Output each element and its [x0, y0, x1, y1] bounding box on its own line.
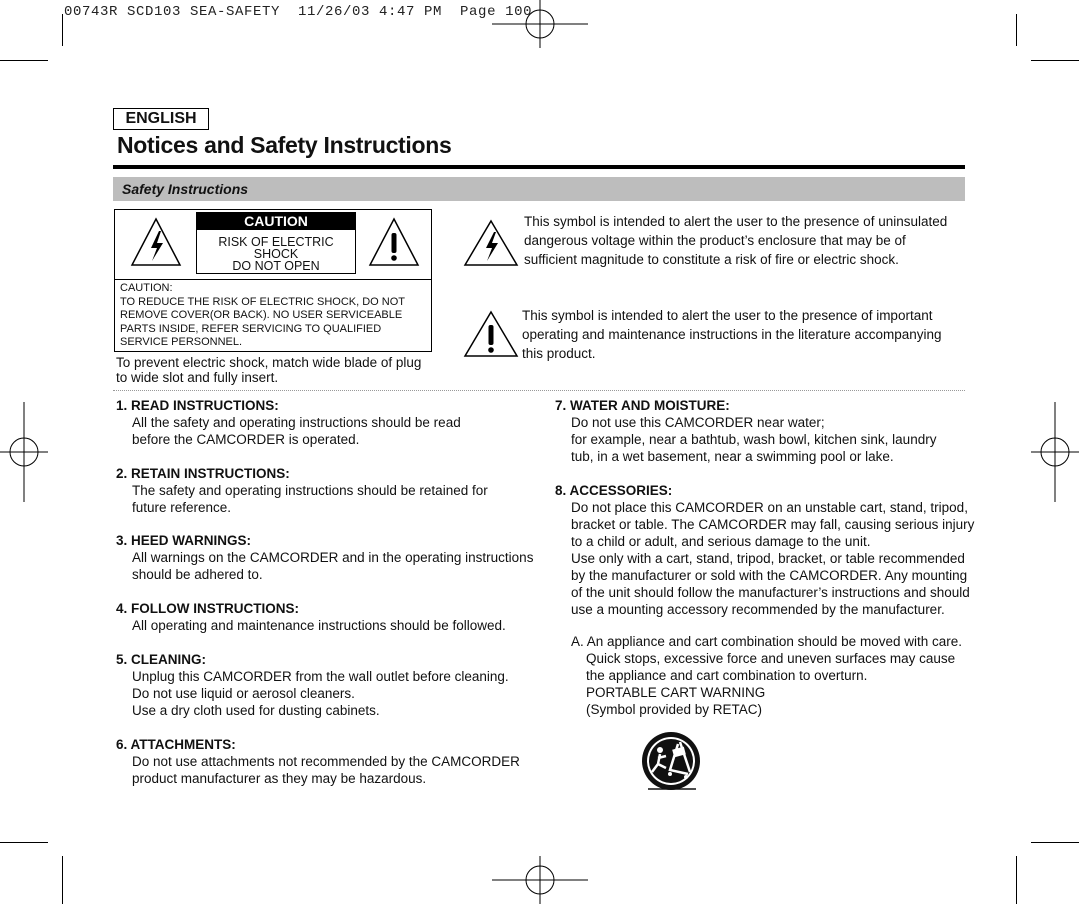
note-line: this product.	[522, 346, 596, 361]
plug-line: to wide slot and fully insert.	[116, 370, 279, 385]
item-heading: 1. READ INSTRUCTIONS:	[116, 398, 279, 413]
note-a	[571, 633, 962, 718]
item-line: use a mounting accessory recommended by the manufacturer.	[571, 602, 945, 617]
registration-mark-icon	[492, 0, 588, 48]
crop-mark	[0, 60, 48, 61]
item-line: bracket or table. The CAMCORDER may fall, causing serious injury	[571, 517, 975, 532]
crop-mark	[1016, 14, 1017, 46]
exclamation-triangle-icon	[368, 217, 420, 267]
instruction-item	[116, 532, 533, 583]
crop-mark	[0, 842, 48, 843]
item-line: future reference.	[132, 500, 232, 515]
section-bar	[113, 177, 965, 201]
item-line: The safety and operating instructions should be retained for	[132, 483, 488, 498]
lightning-triangle-icon	[130, 217, 182, 267]
item-line: by the manufacturer or sold with the CAMCORDER. Any mounting	[571, 568, 968, 583]
item-line: All warnings on the CAMCORDER and in the operating instructions	[132, 550, 534, 565]
crop-mark	[62, 856, 63, 904]
instruction-item	[116, 397, 461, 448]
item-heading: 7. WATER AND MOISTURE:	[555, 398, 730, 413]
item-heading: 4. FOLLOW INSTRUCTIONS:	[116, 601, 299, 616]
instruction-item	[116, 651, 509, 719]
item-heading: 6. ATTACHMENTS:	[116, 737, 236, 752]
item-line: Do not place this CAMCORDER on an unstable cart, stand, tripod,	[571, 500, 968, 515]
caution-line: PARTS INSIDE, REFER SERVICING TO QUALIFIED	[120, 322, 382, 335]
item-heading: 2. RETAIN INSTRUCTIONS:	[116, 466, 290, 481]
note-a-line: the appliance and cart combination to overturn.	[586, 668, 868, 683]
plug-note	[116, 355, 446, 385]
item-line: of the unit should follow the manufacturer’s instructions and should	[571, 585, 970, 600]
item-heading: 8. ACCESSORIES:	[555, 483, 673, 498]
lightning-triangle-icon	[463, 219, 519, 267]
item-line: Do not use this CAMCORDER near water;	[571, 415, 825, 430]
crop-mark	[62, 14, 63, 46]
risk-line: DO NOT OPEN	[232, 259, 320, 273]
caution-line: SERVICE PERSONNEL.	[120, 336, 243, 348]
page-title: Notices and Safety Instructions	[117, 132, 452, 158]
item-line: Unplug this CAMCORDER from the wall outlet before cleaning.	[132, 669, 509, 684]
item-line: product manufacturer as they may be hazardous.	[132, 771, 427, 786]
print-header: 00743R SCD103 SEA-SAFETY 11/26/03 4:47 PM Page 100	[64, 4, 533, 20]
risk-line: RISK OF ELECTRIC	[218, 235, 334, 249]
caution-line: TO REDUCE THE RISK OF ELECTRIC SHOCK, DO NOT	[120, 295, 406, 308]
registration-mark-icon	[492, 856, 588, 904]
risk-line: SHOCK	[253, 247, 299, 261]
item-line: to a child or adult, and serious damage to the unit.	[571, 534, 871, 549]
caution-line: REMOVE COVER(OR BACK). NO USER SERVICEABLE	[120, 309, 403, 321]
divider	[114, 279, 432, 280]
item-heading: 3. HEED WARNINGS:	[116, 533, 252, 548]
note-line: sufficient magnitude to constitute a risk of fire or electric shock.	[524, 252, 899, 267]
caution-title: CAUTION	[196, 212, 356, 230]
crop-mark	[1016, 856, 1017, 904]
instruction-item	[116, 465, 488, 516]
item-line: All the safety and operating instructions should be read	[132, 415, 461, 430]
caution-risk-text	[197, 236, 355, 272]
note-line: This symbol is intended to alert the user to the presence of uninsulated	[524, 214, 948, 229]
section-title: Safety Instructions	[122, 181, 249, 197]
portable-cart-warning-icon	[640, 730, 704, 792]
note-a-line: PORTABLE CART WARNING	[586, 685, 766, 700]
item-line: tub, in a wet basement, near a swimming pool or lake.	[571, 449, 894, 464]
section-divider	[113, 390, 965, 391]
note-a-line: Quick stops, excessive force and uneven surfaces may cause	[586, 651, 956, 666]
item-line: for example, near a bathtub, wash bowl, kitchen sink, laundry	[571, 432, 937, 447]
item-line: Use a dry cloth used for dusting cabinets.	[132, 703, 380, 718]
note-line: operating and maintenance instructions in the literature accompanying	[522, 327, 942, 342]
caution-text	[120, 282, 430, 350]
title-rule	[113, 165, 965, 169]
lightning-symbol-note	[524, 212, 964, 269]
language-badge: ENGLISH	[113, 108, 209, 130]
item-line: before the CAMCORDER is operated.	[132, 432, 360, 447]
note-line: dangerous voltage within the product’s enclosure that may be of	[524, 233, 906, 248]
item-line: All operating and maintenance instructions should be followed.	[132, 618, 506, 633]
instruction-item	[555, 397, 936, 465]
crop-mark	[1031, 60, 1079, 61]
note-a-line: (Symbol provided by RETAC)	[586, 702, 763, 717]
plug-line: To prevent electric shock, match wide blade of plug	[116, 355, 422, 370]
exclamation-symbol-note	[522, 306, 962, 363]
note-line: This symbol is intended to alert the user to the presence of important	[522, 308, 933, 323]
instruction-item	[116, 736, 520, 787]
crop-mark	[1031, 842, 1079, 843]
instruction-item	[555, 482, 974, 618]
exclamation-triangle-icon	[463, 310, 519, 358]
registration-mark-icon	[0, 402, 48, 502]
instruction-item	[116, 600, 506, 634]
caution-line: CAUTION:	[120, 282, 173, 294]
item-line: should be adhered to.	[132, 567, 263, 582]
item-line: Do not use liquid or aerosol cleaners.	[132, 686, 355, 701]
note-a-line: A. An appliance and cart combination should be moved with care.	[571, 634, 962, 649]
item-line: Do not use attachments not recommended by the CAMCORDER	[132, 754, 520, 769]
item-line: Use only with a cart, stand, tripod, bracket, or table recommended	[571, 551, 965, 566]
item-heading: 5. CLEANING:	[116, 652, 207, 667]
registration-mark-icon	[1031, 402, 1079, 502]
